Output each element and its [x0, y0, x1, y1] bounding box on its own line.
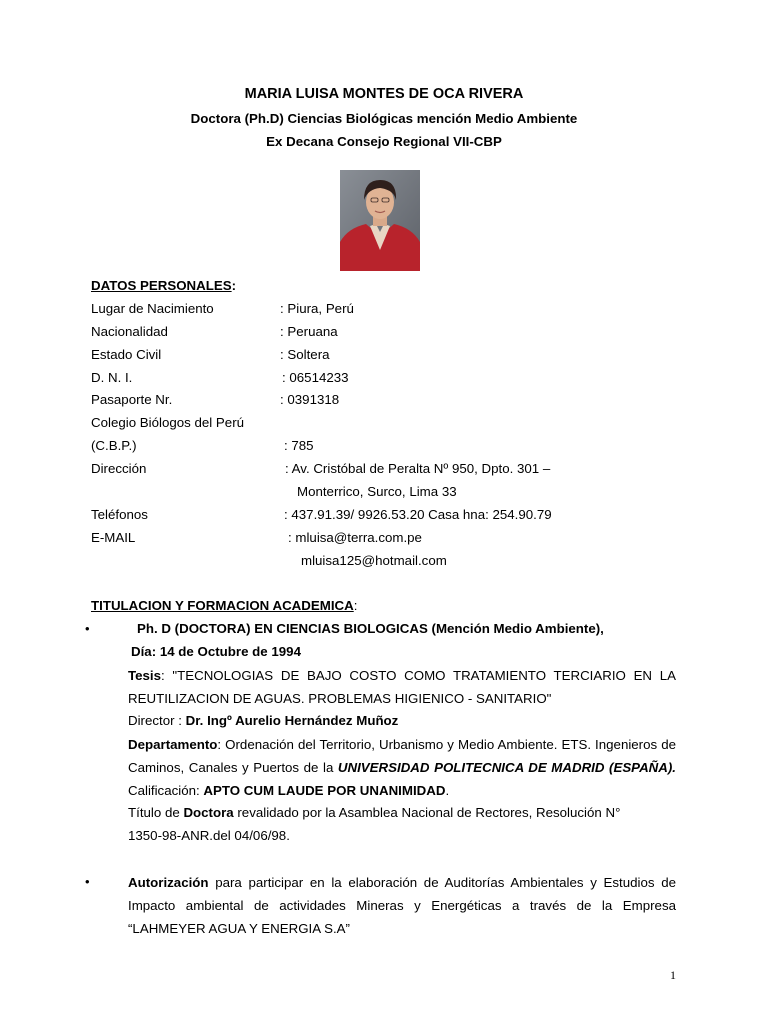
value-civil-status: : Soltera: [280, 347, 330, 362]
value-cbp: : 785: [284, 438, 314, 453]
bullet-icon: •: [85, 621, 90, 636]
value-passport: : 0391318: [280, 392, 340, 407]
portrait-photo: [340, 170, 420, 271]
academic-heading-colon: :: [353, 598, 358, 613]
personal-heading-text: DATOS PERSONALES: [91, 278, 232, 293]
label-phones: Teléfonos: [91, 507, 148, 522]
label-passport: Pasaporte Nr.: [91, 392, 173, 407]
cv-degree: Doctora (Ph.D) Ciencias Biológicas mención Medio Ambiente: [190, 111, 578, 126]
label-college: Colegio Biólogos del Perú: [91, 415, 245, 430]
bullet-icon: •: [85, 874, 90, 889]
qualification-end: .: [445, 783, 450, 798]
department-paragraph: [128, 733, 676, 802]
authorization-text: para participar en la elaboración de Auditorías Ambientales y Estudios de Impacto ambiental de actividades Mineras y Energéticas a través de la Empresa “LAHMEYER AGUA Y ENERGIA S.A”: [128, 875, 676, 936]
academic-heading-text: TITULACION Y FORMACION ACADEMICA: [91, 598, 354, 613]
cv-position: Ex Decana Consejo Regional VII-CBP: [266, 134, 502, 149]
phd-title: Ph. D (DOCTORA) EN CIENCIAS BIOLOGICAS (Mención Medio Ambiente),: [137, 621, 604, 636]
authorization-paragraph: [128, 871, 676, 940]
qualification-value: APTO CUM LAUDE POR UNANIMIDAD: [203, 783, 446, 798]
value-address: : Av. Cristóbal de Peralta Nº 950, Dpto. 301 –: [285, 461, 551, 476]
department-text: : Ordenación del Territorio, Urbanismo y Medio Ambiente. ETS. Ingenieros de Caminos, Canales y Puertos de la: [128, 737, 676, 775]
director-label: Director :: [128, 713, 186, 728]
title-bold: Doctora: [183, 805, 234, 820]
director-name: Dr. Ingº Aurelio Hernández Muñoz: [185, 713, 399, 728]
thesis-text: : "TECNOLOGIAS DE BAJO COSTO COMO TRATAMIENTO TERCIARIO EN LA REUTILIZACION DE AGUAS. PROBLEMAS HIGIENICO - SANITARIO": [128, 668, 676, 706]
label-civil-status: Estado Civil: [91, 347, 162, 362]
phd-date: Día: 14 de Octubre de 1994: [131, 644, 301, 659]
department-label: Departamento: [128, 737, 218, 752]
value-dni: : 06514233: [282, 370, 349, 385]
value-email: : mluisa@terra.com.pe: [288, 530, 422, 545]
value-address-line2: Monterrico, Surco, Lima 33: [297, 484, 457, 499]
university-name: UNIVERSIDAD POLITECNICA DE MADRID (ESPAÑA).: [337, 760, 676, 775]
label-nationality: Nacionalidad: [91, 324, 168, 339]
label-birthplace: Lugar de Nacimiento: [91, 301, 214, 316]
label-cbp: (C.B.P.): [91, 438, 137, 453]
value-email-2: mluisa125@hotmail.com: [301, 553, 447, 568]
title-validation-paragraph: [128, 801, 648, 847]
value-phones: : 437.91.39/ 9926.53.20 Casa hna: 254.90.79: [284, 507, 552, 522]
director-line: [128, 713, 398, 728]
academic-heading: [91, 598, 357, 613]
personal-heading-colon: :: [231, 278, 237, 293]
page-number: 1: [670, 968, 676, 982]
label-address: Dirección: [91, 461, 147, 476]
value-nationality: : Peruana: [280, 324, 338, 339]
thesis-label: Tesis: [128, 668, 162, 683]
cv-name: MARIA LUISA MONTES DE OCA RIVERA: [244, 86, 524, 102]
value-birthplace: : Piura, Perú: [280, 301, 354, 316]
personal-data-heading: [91, 278, 236, 293]
label-email: E-MAIL: [91, 530, 136, 545]
title-pre: Título de: [128, 805, 184, 820]
thesis-paragraph: [128, 664, 676, 710]
title-post: revalidado por la Asamblea Nacional de Rectores, Resolución N° 1350-98-ANR.del 04/06/98.: [128, 805, 621, 843]
authorization-label: Autorización: [128, 875, 209, 890]
label-dni: D. N. I.: [91, 370, 133, 385]
qualification-label: Calificación:: [128, 783, 204, 798]
